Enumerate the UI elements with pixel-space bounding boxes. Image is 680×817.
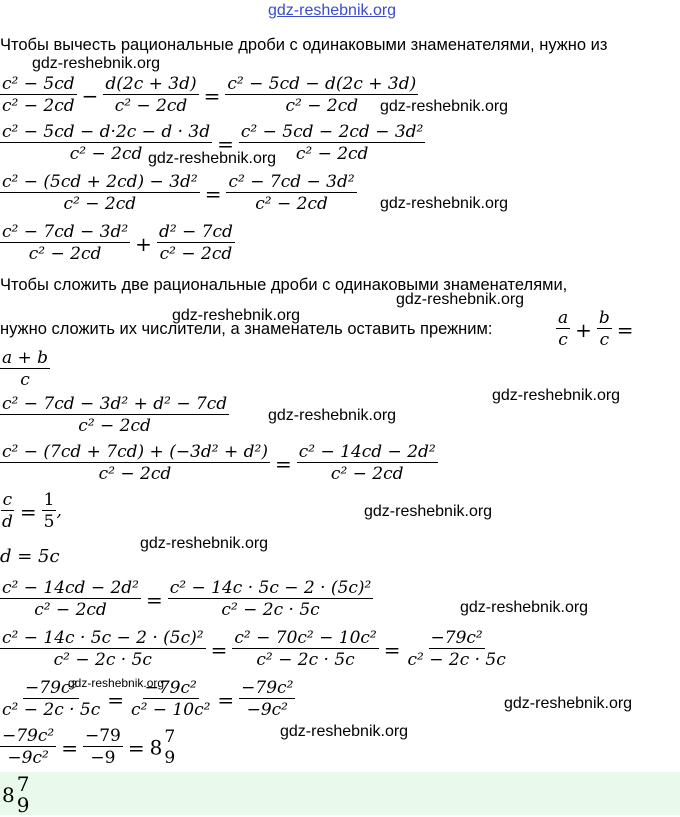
step-1-equation: $\frac{\text{c² − 5cd}}{\text{c² − 2cd}}$ − $\frac{d(2c + 3d)}{\text{c² − 2cd}}$ = $\frac{\text{c² − 5cd − d(2c + 3d)}}{\text{c² − 2cd}}$ (2, 74, 417, 116)
fraction: $\frac{\text{c² − 70c² − 10c²}}{\text{c² − 2c · 5c}}$ (234, 628, 377, 670)
fraction: $\frac{\text{−79c²}}{\text{c² − 2c · 5c}}$ (407, 628, 506, 670)
fraction: $\frac{\text{c² − 7cd − 3d² + d² − 7cd}}{\text{c² − 2cd}}$ (2, 394, 228, 436)
step-5-expression (0, 394, 229, 437)
watermark-text: gdz-reshebnik.org (396, 291, 525, 308)
subtract-rule-text: Чтобы вычесть рациональные дроби с одинаковыми знаменателями, нужно из (0, 36, 608, 54)
watermark-text: gdz-reshebnik.org (148, 150, 277, 167)
fraction: $\frac{c}{d}$ (2, 490, 13, 532)
watermark-text: gdz-reshebnik.org (504, 695, 633, 712)
fraction: $\frac{1}{5}$ (43, 490, 55, 532)
step-4-expression: $\frac{\text{c² − 7cd − 3d²}}{\text{c² − 2cd}}$ + $\frac{\text{d² − 7cd}}{\text{c² − 2cd}}$ (2, 222, 233, 264)
fraction: $\frac{-79}{-9}$ (84, 726, 121, 768)
watermark-text: gdz-reshebnik.org (268, 407, 397, 424)
watermark-text: gdz-reshebnik.org (492, 387, 621, 404)
fraction: $\frac{b}{c}$ (598, 308, 610, 350)
watermark-text: gdz-reshebnik.org (68, 676, 165, 690)
fraction: $\frac{\text{c² − 5cd − 2cd − 3d²}}{\text{c² − 2cd}}$ (240, 122, 424, 164)
step-9-equation: $\frac{\text{−79c²}}{\text{c² − 2c · 5c}}$ = $\frac{\text{−79c²}}{\text{c² − 10c²}}$ = $\frac{\text{−79c²}}{\text{−9c²}}$ (2, 678, 294, 720)
fraction: $\frac{a}{c}$ (558, 308, 569, 350)
watermark-text: gdz-reshebnik.org (380, 98, 509, 115)
watermark-text: gdz-reshebnik.org (364, 503, 493, 520)
step-3-equation: $\frac{\text{c² − (5cd + 2cd) − 3d²}}{\text{c² − 2cd}}$ = $\frac{\text{c² − 7cd − 3d²}}{\text{c² − 2cd}}$ (2, 172, 355, 214)
fraction: $\frac{\text{−79c²}}{\text{−9c²}}$ (2, 726, 55, 768)
watermark-text: gdz-reshebnik.org (280, 723, 409, 740)
fraction: $\frac{\text{c² − 7cd − 3d²}}{\text{c² − 2cd}}$ (228, 172, 355, 214)
step-10-equation: $\frac{\text{−79c²}}{\text{−9c²}}$ = $\frac{-79}{-9}$ = 8 7 9 (2, 726, 176, 768)
answer-mixed-number: 8 7 9 (2, 772, 30, 817)
fraction: $\frac{\text{c² − 5cd − d·2c − d · 3d}}{\text{c² − 2cd}}$ (2, 122, 211, 164)
add-rule-text-1: Чтобы сложить две рациональные дроби с одинаковыми знаменателями, (0, 276, 568, 294)
d-equals-5c: d = 5c (0, 546, 60, 567)
ratio-equation: $\frac{c}{d}$ = $\frac{1}{5}$ , (2, 490, 62, 532)
rule-formula-left: $\frac{a}{c}$ + $\frac{b}{c}$ = (558, 308, 634, 350)
rule-formula-result (0, 348, 50, 386)
add-rule-text-2: нужно сложить их числители, а знаменатель оставить прежним: (0, 320, 493, 338)
fraction: $\frac{\text{c² − (5cd + 2cd) − 3d²}}{\text{c² − 2cd}}$ (2, 172, 198, 214)
fraction: $\frac{\text{c² − 7cd − 3d²}}{\text{c² − 2cd}}$ (2, 222, 129, 264)
step-7-equation: $\frac{\text{c² − 14cd − 2d²}}{\text{c² − 2cd}}$ = $\frac{\text{c² − 14c · 5c − 2 · (5c)²}}{\text{c² − 2c · 5c}}$ (2, 578, 372, 620)
fraction: $\frac{\text{c² − 14cd − 2d²}}{\text{c² − 2cd}}$ (298, 442, 436, 484)
fraction: $\frac{\text{c² − 5cd − d(2c + 3d)}}{\text{c² − 2cd}}$ (227, 74, 417, 116)
watermark-text: gdz-reshebnik.org (172, 307, 301, 324)
step-2-equation: $\frac{\text{c² − 5cd − d·2c − d · 3d}}{\text{c² − 2cd}}$ = $\frac{\text{c² − 5cd − 2cd − 3d²}}{\text{c² − 2cd}}$ (2, 122, 424, 164)
fraction: $\frac{\text{−79c²}}{\text{c² − 10c²}}$ (131, 678, 211, 720)
fraction: $\frac{\text{−79c²}}{\text{−9c²}}$ (241, 678, 294, 720)
watermark-text: gdz-reshebnik.org (380, 195, 509, 212)
watermark-text: gdz-reshebnik.org (140, 535, 269, 552)
fraction: $\frac{\text{c² − 14cd − 2d²}}{\text{c² − 2cd}}$ (2, 578, 139, 620)
watermark-text: gdz-reshebnik.org (460, 599, 589, 616)
fraction: $\frac{\text{−79c²}}{\text{c² − 2c · 5c}}$ (2, 678, 101, 720)
fraction: $\frac{d(2c + 3d)}{\text{c² − 2cd}}$ (105, 74, 197, 116)
fraction: $\frac{\text{c² − 5cd}}{\text{c² − 2cd}}$ (2, 74, 75, 116)
fraction: $\frac{\text{c² − 14c · 5c − 2 · (5c)²}}{\text{c² − 2c · 5c}}$ (169, 578, 372, 620)
fraction: $\frac{\text{c² − (7cd + 7cd) + (−3d² + d²)}}{\text{c² − 2cd}}$ (2, 442, 268, 484)
watermark-link[interactable]: gdz-reshebnik.org (268, 2, 397, 19)
watermark-text: gdz-reshebnik.org (32, 55, 161, 72)
step-8-equation: $\frac{\text{c² − 14c · 5c − 2 · (5c)²}}{\text{c² − 2c · 5c}}$ = $\frac{\text{c² − 70c² − 10c²}}{\text{c² − 2c · 5c}}$ = $\frac{\text{−79c²}}{\text{c² − 2c · 5c}}$ (2, 628, 506, 670)
answer-box (0, 772, 680, 815)
fraction: $\frac{a + b}{c}$ (2, 348, 49, 386)
fraction: $\frac{\text{c² − 14c · 5c − 2 · (5c)²}}{\text{c² − 2c · 5c}}$ (2, 628, 204, 670)
step-6-equation: $\frac{\text{c² − (7cd + 7cd) + (−3d² + d²)}}{\text{c² − 2cd}}$ = $\frac{\text{c² − 14cd − 2d²}}{\text{c² − 2cd}}$ (2, 442, 436, 484)
fraction: $\frac{\text{d² − 7cd}}{\text{c² − 2cd}}$ (158, 222, 233, 264)
fraction: 7 9 (164, 726, 176, 768)
